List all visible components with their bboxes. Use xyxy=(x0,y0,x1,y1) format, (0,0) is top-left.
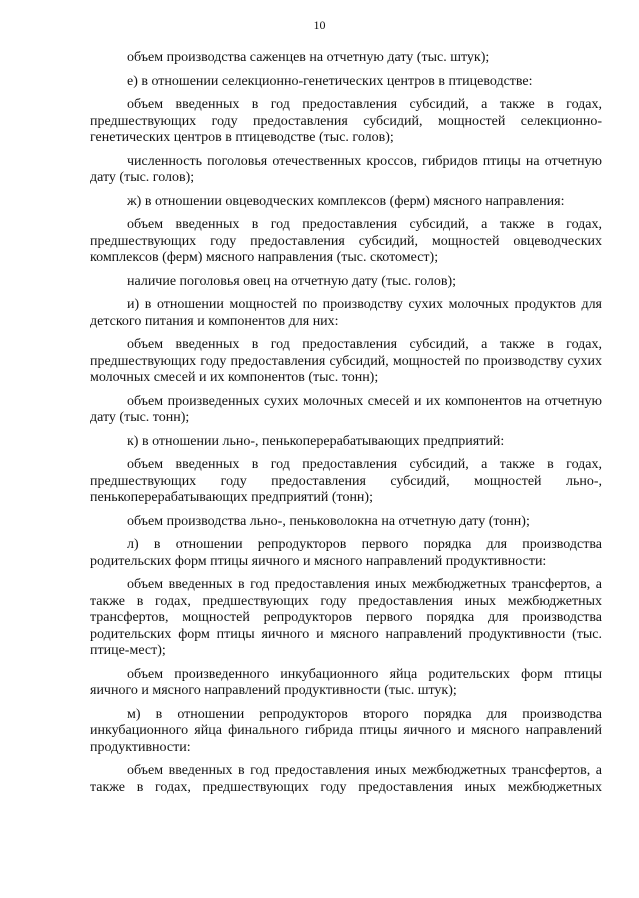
paragraph: объем введенных в год предоставления субсидий, а также в годах, предшествующих году предоставления субсидий, мощностей по производству сухих молочных смесей и их компонентов (тыс. тонн); xyxy=(90,337,602,385)
document-body xyxy=(90,50,602,803)
paragraph: и) в отношении мощностей по производству сухих молочных продуктов для детского питания и компонентов для них: xyxy=(90,297,602,329)
paragraph: е) в отношении селекционно-генетических центров в птицеводстве: xyxy=(127,73,533,89)
paragraph: наличие поголовья овец на отчетную дату (тыс. голов); xyxy=(127,273,457,289)
paragraph: объем введенных в год предоставления субсидий, а также в годах, предшествующих году предоставления субсидий, мощностей льно-, пенькоперерабатывающих предприятий (тонн); xyxy=(90,457,602,505)
paragraph: объем произведенных сухих молочных смесей и их компонентов на отчетную дату (тыс. тонн); xyxy=(90,393,602,425)
paragraph: объем введенных в год предоставления иных межбюджетных трансфертов, а также в годах, предшествующих году предоставления иных межбюджетных xyxy=(90,763,602,795)
paragraph: л) в отношении репродукторов первого порядка для производства родительских форм птицы яичного и мясного направлений продуктивности: xyxy=(90,537,602,569)
paragraph: м) в отношении репродукторов второго порядка для производства инкубационного яйца финального гибрида птицы яичного и мясного направлений продуктивности: xyxy=(90,706,602,755)
paragraph: объем введенных в год предоставления субсидий, а также в годах, предшествующих году предоставления субсидий, мощностей селекционно-генетических центров в птицеводстве (тыс. голов); xyxy=(90,97,602,145)
paragraph: численность поголовья отечественных кроссов, гибридов птицы на отчетную дату (тыс. голов); xyxy=(90,153,602,185)
page-number: 10 xyxy=(313,18,326,32)
paragraph: к) в отношении льно-, пенькоперерабатывающих предприятий: xyxy=(127,433,505,449)
paragraph: объем производства саженцев на отчетную дату (тыс. штук); xyxy=(127,50,490,65)
paragraph: объем введенных в год предоставления иных межбюджетных трансфертов, а также в годах, предшествующих году предоставления иных межбюджетных трансфертов, мощностей репродукторов первого порядка для производства родительских форм птицы яичного и мясного направлений продуктивности (тыс. птице-мест); xyxy=(90,577,602,658)
paragraph: объем произведенного инкубационного яйца родительских форм птицы яичного и мясного направлений продуктивности (тыс. штук); xyxy=(90,666,602,698)
paragraph: ж) в отношении овцеводческих комплексов (ферм) мясного направления: xyxy=(127,193,565,209)
paragraph: объем производства льно-, пеньковолокна на отчетную дату (тонн); xyxy=(127,513,530,529)
paragraph: объем введенных в год предоставления субсидий, а также в годах, предшествующих году предоставления субсидий, мощностей овцеводческих комплексов (ферм) мясного направления (тыс. скотомест); xyxy=(90,217,602,265)
